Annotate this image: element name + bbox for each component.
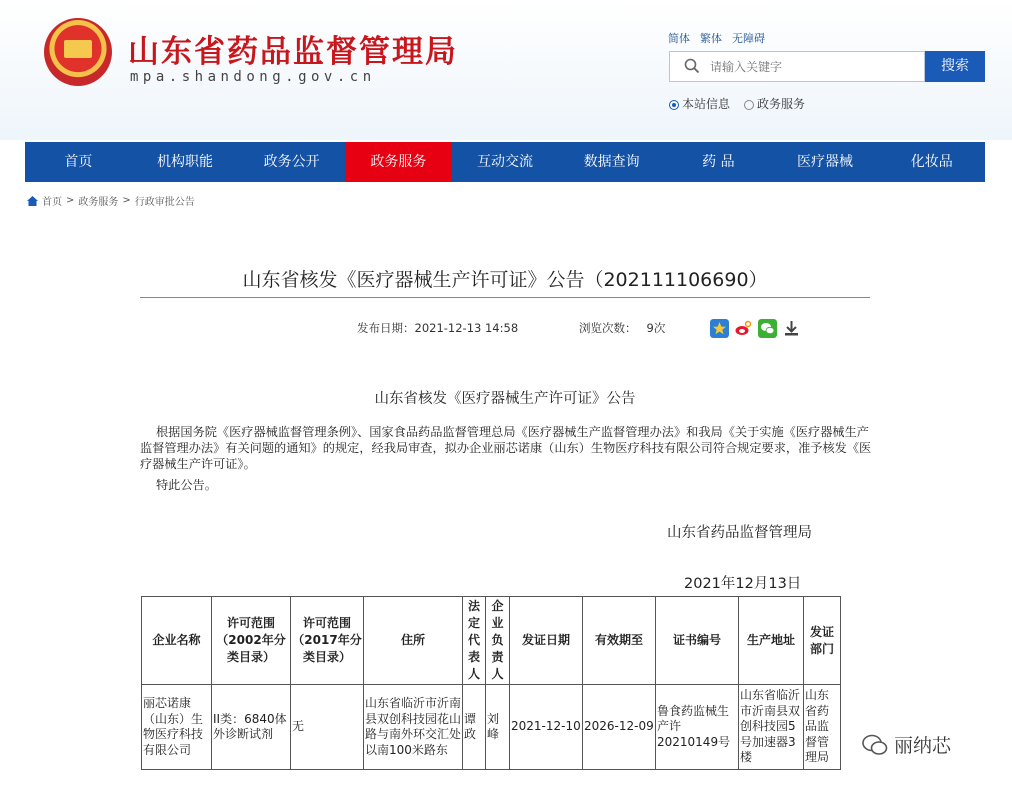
top-links	[668, 30, 765, 46]
link-accessibility[interactable]: 无障碍	[732, 32, 765, 45]
radio-unchecked-icon	[744, 100, 754, 110]
search-box	[669, 51, 925, 82]
main-nav	[25, 142, 985, 182]
col-scope-2002: 许可范围（2002年分类目录）	[212, 597, 291, 685]
link-traditional[interactable]: 繁体	[700, 32, 722, 45]
permit-table	[141, 596, 841, 770]
closing-text: 特此公告。	[156, 478, 217, 492]
col-legal-rep: 法定代表人	[463, 597, 486, 685]
col-issue-date: 发证日期	[510, 597, 583, 685]
radio-checked-icon	[669, 100, 679, 110]
cell-expiry: 2026-12-09	[583, 685, 656, 770]
home-icon	[27, 196, 38, 206]
cell-company: 丽芯诺康（山东）生物医疗科技有限公司	[142, 685, 212, 770]
cell-prod-address: 山东省临沂市沂南县双创科技园5号加速器3楼	[739, 685, 804, 770]
col-prod-address: 生产地址	[739, 597, 804, 685]
nav-gov-affairs[interactable]: 政务公开	[263, 154, 320, 170]
col-manager: 企业负责人	[486, 597, 510, 685]
cell-address: 山东省临沂市沂南县双创科技园花山路与南外环交汇处以南100米路东	[364, 685, 463, 770]
cell-scope-2002: II类：6840体外诊断试剂	[212, 685, 291, 770]
col-company: 企业名称	[142, 597, 212, 685]
page-title: 山东省核发《医疗器械生产许可证》公告（202111106690）	[242, 269, 768, 291]
weibo-icon[interactable]	[734, 319, 753, 338]
col-address: 住所	[364, 597, 463, 685]
breadcrumb-services[interactable]: 政务服务	[78, 197, 119, 208]
nav-interaction[interactable]: 互动交流	[477, 154, 534, 170]
watermark: 丽纳芯	[862, 731, 951, 758]
nav-devices[interactable]: 医疗器械	[797, 154, 854, 170]
table-row	[142, 685, 841, 770]
cell-legal-rep: 谭政	[463, 685, 486, 770]
body-title: 山东省核发《医疗器械生产许可证》公告	[374, 391, 636, 407]
search-icon	[684, 58, 700, 74]
link-simplified[interactable]: 简体	[668, 32, 690, 45]
col-expiry: 有效期至	[583, 597, 656, 685]
breadcrumb-home[interactable]: 首页	[42, 197, 62, 208]
national-emblem-icon	[44, 18, 112, 86]
breadcrumb: 首页 > 政务服务 > 行政审批公告	[27, 193, 195, 208]
signer: 山东省药品监督管理局	[667, 525, 812, 541]
qzone-icon[interactable]	[710, 319, 729, 338]
col-cert-no: 证书编号	[656, 597, 739, 685]
col-scope-2017: 许可范围（2017年分类目录）	[291, 597, 364, 685]
search-input[interactable]	[710, 56, 920, 78]
site-url: mpa.shandong.gov.cn	[130, 69, 376, 85]
table-header-row	[142, 597, 841, 685]
download-icon[interactable]	[782, 319, 801, 338]
share-bar	[710, 319, 801, 338]
scope-service-radio[interactable]: 政务服务	[744, 95, 805, 112]
nav-functions[interactable]: 机构职能	[157, 154, 213, 170]
sign-date: 2021年12月13日	[684, 576, 802, 592]
cell-manager: 刘峰	[486, 685, 510, 770]
nav-cosmetics[interactable]: 化妆品	[910, 154, 953, 170]
cell-issuer: 山东省药品监督管理局	[804, 685, 841, 770]
nav-data-query[interactable]: 数据查询	[583, 154, 640, 170]
publish-date: 发布日期：2021-12-13 14:58	[357, 321, 519, 335]
site-header	[0, 0, 1012, 140]
breadcrumb-approval[interactable]: 行政审批公告	[134, 197, 195, 208]
cell-scope-2017: 无	[291, 685, 364, 770]
wechat-icon[interactable]	[758, 319, 777, 338]
nav-services[interactable]: 政务服务	[345, 142, 452, 182]
site-title[interactable]: 山东省药品监督管理局	[128, 34, 458, 70]
title-divider	[140, 297, 870, 298]
col-issuer: 发证部门	[804, 597, 841, 685]
wechat-logo-icon	[862, 734, 888, 756]
cell-issue-date: 2021-12-10	[510, 685, 583, 770]
nav-drugs[interactable]: 药 品	[702, 154, 735, 170]
nav-home[interactable]: 首页	[64, 154, 93, 170]
body-paragraph: 根据国务院《医疗器械监督管理条例》、国家食品药品监督管理总局《医疗器械生产监督管理办法》和我局《关于实施《医疗器械生产监督管理办法》有关问题的通知》的规定，经我局审查，拟办企业丽芯诺康（山东）生物医疗科技有限公司符合规定要求，准予核发《医疗器械生产许可证》。	[140, 425, 872, 471]
search-scope	[669, 95, 813, 112]
cell-cert-no: 鲁食药监械生产许20210149号	[656, 685, 739, 770]
search-button[interactable]: 搜索	[925, 51, 985, 82]
scope-site-radio[interactable]: 本站信息	[669, 95, 730, 112]
view-count: 浏览次数： 9次	[579, 321, 666, 335]
